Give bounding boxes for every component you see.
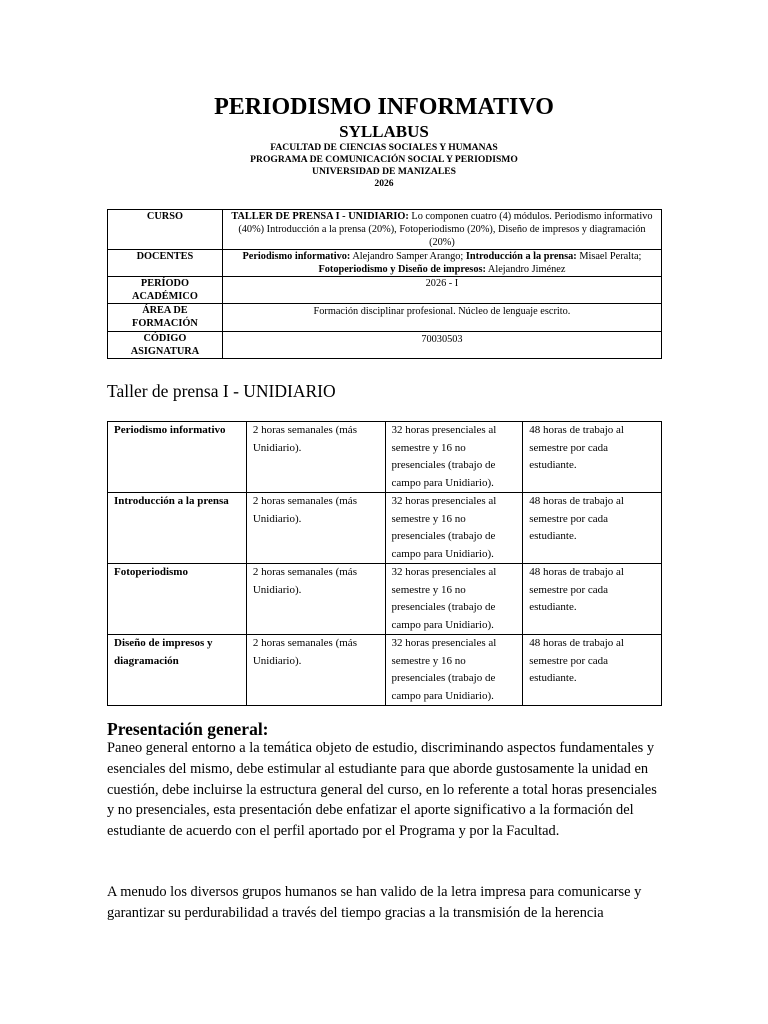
curso-value-bold: TALLER DE PRENSA I - UNIDIARIO: (231, 211, 409, 222)
codigo-value (222, 332, 661, 359)
student-hours: 48 horas de trabajo al semestre por cada estudiante. (523, 493, 662, 564)
presentacion-paragraph-2: A menudo los diversos grupos humanos se han valido de la letra impresa para comunicarse y garantizar su perdurabilidad a través del tiempo gracias a la transmisión de la herencia (107, 884, 642, 921)
table-row (108, 210, 662, 250)
area-value (222, 304, 661, 332)
program-line: PROGRAMA DE COMUNICACIÓN SOCIAL Y PERIODISMO (250, 154, 518, 165)
table-row (108, 332, 662, 359)
module-name: Periodismo informativo (108, 422, 247, 493)
course-info-table (107, 209, 662, 359)
hours-table (107, 421, 662, 706)
semester-hours: 32 horas presenciales al semestre y 16 no presenciales (trabajo de campo para Unidiario). (385, 422, 523, 493)
docente-name-2: Misael Peralta; (576, 251, 642, 262)
periodo-label: PERÍODO ACADÉMICO (108, 277, 223, 304)
curso-value (222, 210, 661, 250)
weekly-hours: 2 horas semanales (más Unidiario). (246, 564, 385, 635)
codigo-value-text: 70030503 (421, 334, 463, 345)
table-row (108, 277, 662, 304)
semester-hours: 32 horas presenciales al semestre y 16 no presenciales (trabajo de campo para Unidiario). (385, 564, 523, 635)
semester-hours: 32 horas presenciales al semestre y 16 no presenciales (trabajo de campo para Unidiario). (385, 493, 523, 564)
semester-hours: 32 horas presenciales al semestre y 16 no presenciales (trabajo de campo para Unidiario). (385, 635, 523, 706)
docente-module-3: Fotoperiodismo y Diseño de impresos: (318, 264, 486, 275)
weekly-hours: 2 horas semanales (más Unidiario). (246, 422, 385, 493)
student-hours: 48 horas de trabajo al semestre por cada estudiante. (523, 422, 662, 493)
docentes-value (222, 250, 661, 277)
codigo-label: CÓDIGO ASIGNATURA (108, 332, 223, 359)
university-line: UNIVERSIDAD DE MANIZALES (312, 166, 456, 177)
weekly-hours: 2 horas semanales (más Unidiario). (246, 635, 385, 706)
docentes-label: DOCENTES (108, 250, 223, 277)
table-row (108, 635, 662, 706)
student-hours: 48 horas de trabajo al semestre por cada estudiante. (523, 635, 662, 706)
area-label: ÁREA DE FORMACIÓN (108, 304, 223, 332)
docente-name-1: Alejandro Samper Arango; (350, 251, 466, 262)
institution-block (0, 142, 768, 190)
docente-module-1: Periodismo informativo: (242, 251, 351, 262)
module-name: Diseño de impresos y diagramación (108, 635, 247, 706)
document-subtitle: SYLLABUS (339, 122, 429, 141)
document-title: PERIODISMO INFORMATIVO (214, 94, 554, 120)
table-row (108, 493, 662, 564)
presentacion-paragraph-1: Paneo general entorno a la temática objeto de estudio, discriminando aspectos fundamentales y esenciales del mismo, debe estimular al estudiante para que aborde gustosamente la unidad en cuestión, debe incluirse la estructura general del curso, en lo referente a total horas presenciales y no presenciales, esta presentación debe enfatizar el aporte significativo a la formación del estudiante de acuerdo con el perfil aportado por el Programa y por la Facultad. (107, 740, 657, 840)
docente-module-2: Introducción a la prensa: (465, 251, 577, 262)
periodo-value: 2026 - I (222, 277, 661, 304)
curso-value-text: Lo componen cuatro (4) módulos. Periodismo informativo (40%) Introducción a la prensa (20%), Fotoperiodismo (20%), Diseño de impresos y diagramación (20%) (238, 211, 653, 248)
docente-name-3: Alejandro Jiménez (485, 264, 566, 275)
table-row (108, 304, 662, 332)
weekly-hours: 2 horas semanales (más Unidiario). (246, 493, 385, 564)
year-line: 2026 (374, 178, 394, 189)
module-name: Introducción a la prensa (108, 493, 247, 564)
curso-label: CURSO (108, 210, 223, 250)
table-row (108, 564, 662, 635)
table-row (108, 250, 662, 277)
student-hours: 48 horas de trabajo al semestre por cada estudiante. (523, 564, 662, 635)
module-name: Fotoperiodismo (108, 564, 247, 635)
faculty-line: FACULTAD DE CIENCIAS SOCIALES Y HUMANAS (270, 142, 498, 153)
presentacion-heading: Presentación general: (107, 719, 269, 739)
table-row (108, 422, 662, 493)
area-value-text: Formación disciplinar profesional. Núcleo de lenguaje escrito. (313, 306, 571, 317)
section-title: Taller de prensa I - UNIDIARIO (107, 381, 336, 401)
